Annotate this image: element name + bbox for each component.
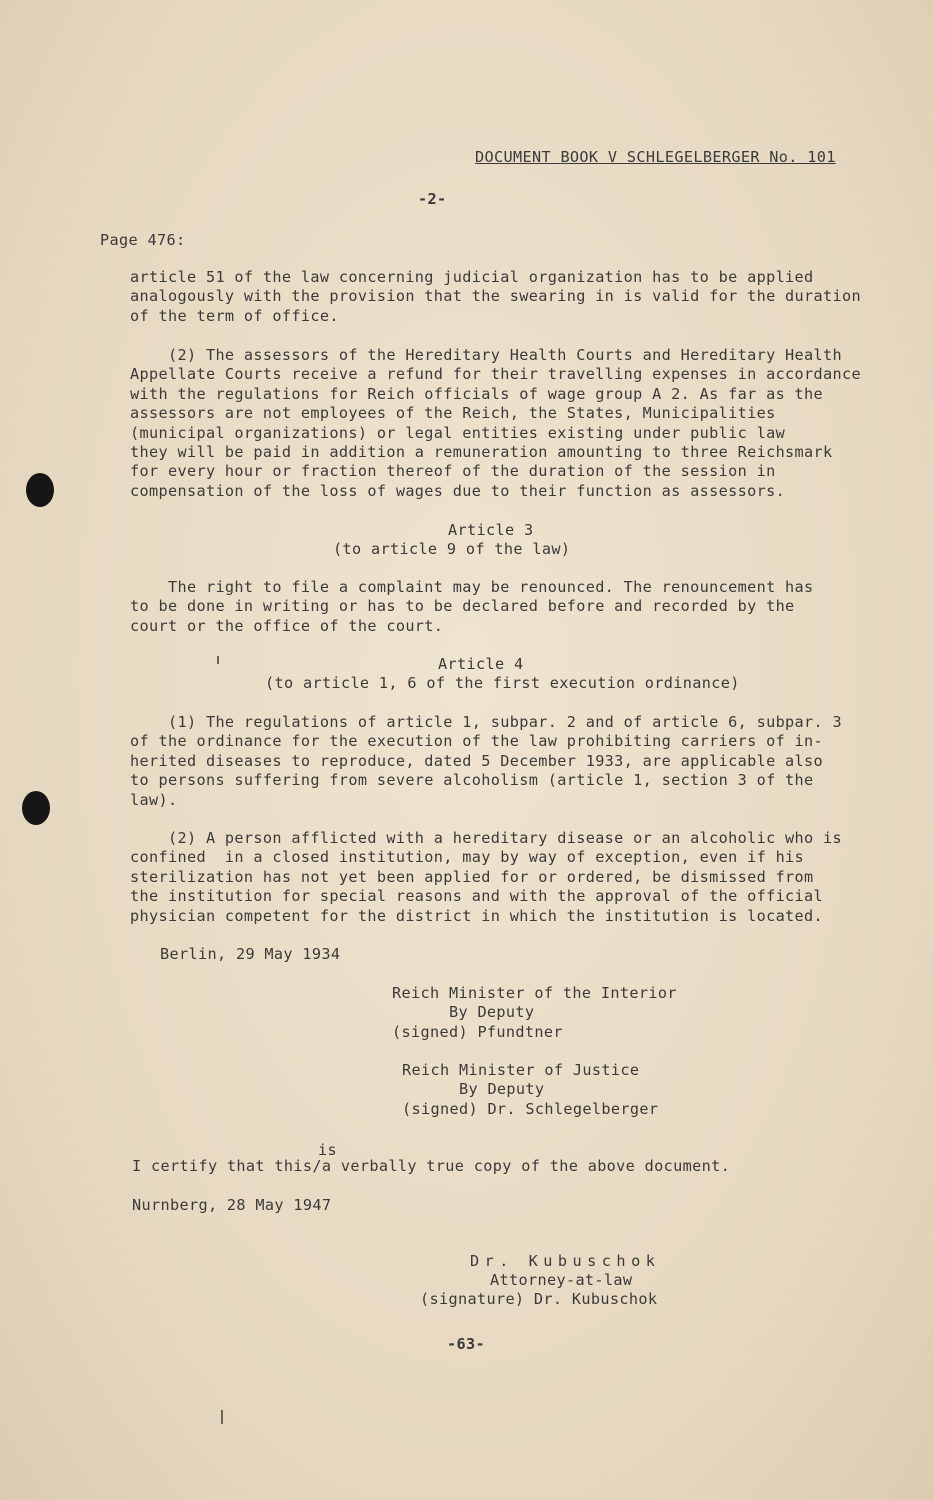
article-4-title: Article 4 (438, 655, 524, 673)
punch-hole (22, 791, 50, 825)
article-4-subtitle: (to article 1, 6 of the first execution ordinance) (265, 674, 740, 692)
paragraph-continuation: article 51 of the law concerning judicial organization has to be applied analogously with the provision that the swearing in is valid for the duration of the term of office. (130, 268, 862, 325)
paragraph-institution-dismissal: (2) A person afflicted with a hereditary disease or an alcoholic who is confined in a closed institution, may by way of exception, even if his sterilization has not yet been applied for or ordered, be dismissed from the institution for special reasons and with the approval of the official physician competent for the district in which the institution is located. (130, 829, 843, 925)
signature-block-interior: Reich Minister of the Interior By Deputy (signed) Pfundtner (392, 984, 677, 1041)
signature-block-justice: Reich Minister of Justice By Deputy (signed) Dr. Schlegelberger (402, 1061, 659, 1118)
attorney-name: Dr. Kubuschok (470, 1252, 661, 1270)
paragraph-complaint-renouncement: The right to file a complaint may be renounced. The renouncement has to be done in writing or has to be declared before and recorded by the court or the office of the court. (130, 578, 814, 635)
paper-speck (217, 656, 219, 664)
paragraph-alcoholism-regulation: (1) The regulations of article 1, subpar. 2 and of article 6, subpar. 3 of the ordinance for the execution of the law prohibiting carriers of in- herited diseases to reproduce, dated 5 December 1933, are applicable also to persons suffering from severe alcoholism (article 1, section 3 of the law). (130, 713, 843, 809)
certification-statement: I certify that this/a verbally true copy of the above document. (132, 1157, 731, 1175)
certification-place-date: Nurnberg, 28 May 1947 (132, 1196, 332, 1214)
article-3-subtitle: (to article 9 of the law) (333, 540, 571, 558)
place-and-date: Berlin, 29 May 1934 (160, 945, 341, 963)
certification-inserted-word: is (318, 1141, 337, 1159)
document-header: DOCUMENT BOOK V SCHLEGELBERGER No. 101 (475, 148, 836, 166)
paper-speck (221, 1410, 223, 1424)
attorney-signature: (signature) Dr. Kubuschok (420, 1290, 658, 1308)
attorney-title: Attorney-at-law (490, 1271, 633, 1289)
page-mark: -2- (418, 190, 447, 208)
article-3-title: Article 3 (448, 521, 534, 539)
paragraph-assessors-refund: (2) The assessors of the Hereditary Health Courts and Hereditary Health Appellate Courts receive a refund for their travelling expenses in accordance with the regulations for Reich officials of wage group A 2. As far as the assessors are not employees of the Reich, the States, Municipalities (municipal organizations) or legal entities existing under public law they will be paid in addition a remuneration amounting to three Reichsmark for every hour or fraction thereof of the duration of the session in compensation of the loss of wages due to their function as assessors. (130, 346, 862, 500)
page-reference: Page 476: (100, 231, 186, 249)
punch-hole (26, 473, 54, 507)
page-number: -63- (447, 1335, 485, 1353)
